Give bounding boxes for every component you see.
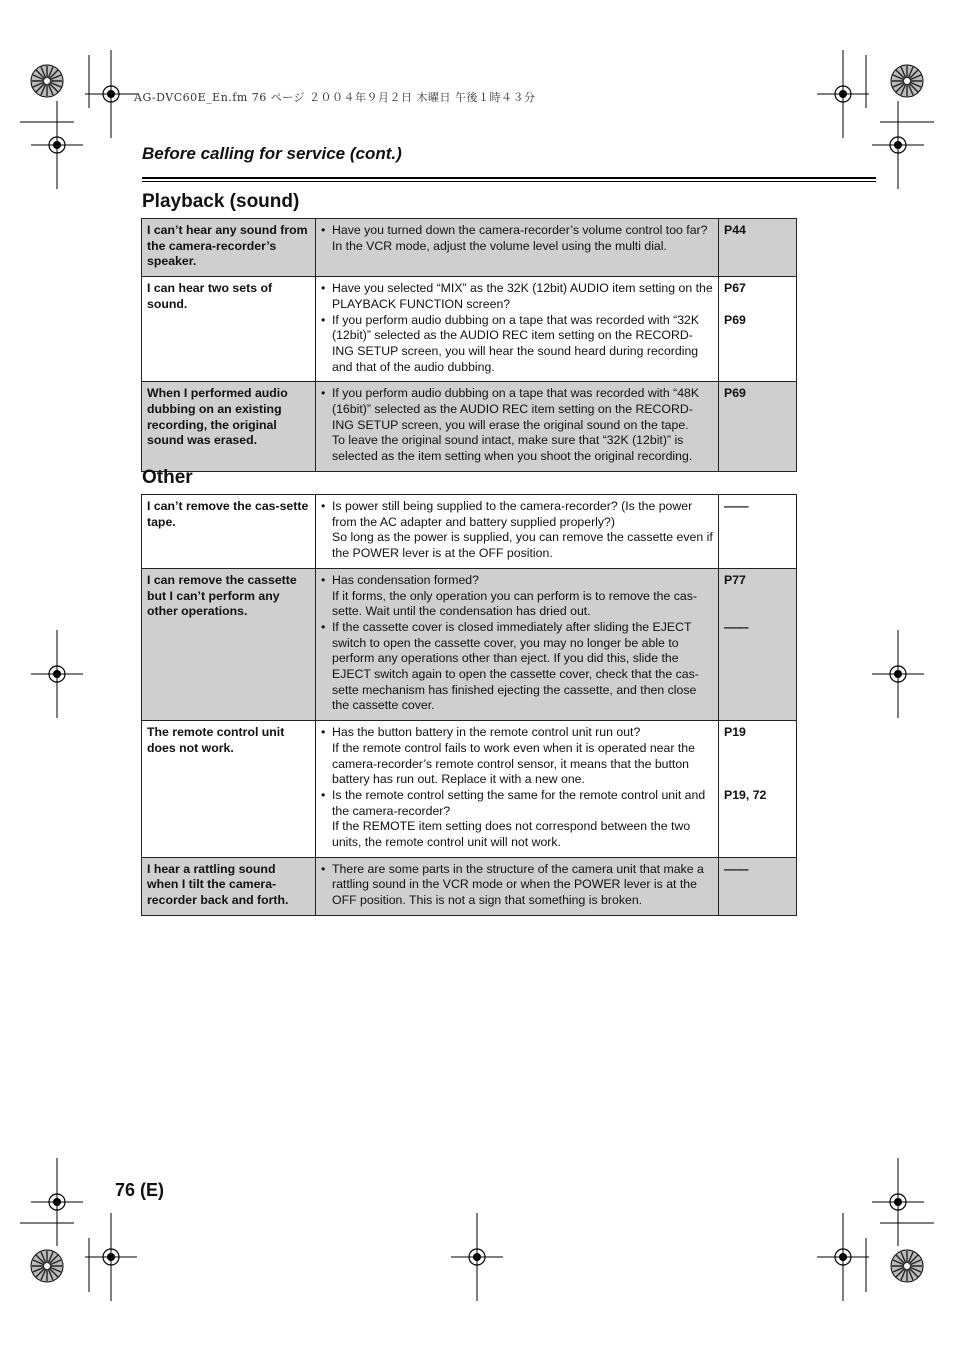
- remedy-cell: [316, 721, 719, 858]
- page-ref: P19: [724, 725, 746, 740]
- remedy-item: • Has condensation formed? If it forms, the only operation you can perform is to remove the cas-sette. Wait until the condensation has dried out.: [321, 573, 713, 620]
- remedy-item: • If the cassette cover is closed immediately after sliding the EJECT switch to open the cassette cover, you may no longer be able to perform any operations other than eject. If you did this, slide the EJECT switch again to open the cassette cover, check that the cas-sette mechanism has finished ejecting the cassette, and then close the cassette cover.: [321, 620, 713, 714]
- page-ref: P69: [724, 312, 746, 327]
- page-ref-cell: [719, 495, 797, 569]
- remedy-cell: [316, 495, 719, 569]
- remedy-item: • Is power still being supplied to the camera-recorder? (Is the power from the AC adapter and battery supplied properly?) So long as the power is supplied, you can remove the cassette even if the POWER lever is at the OFF position.: [321, 499, 713, 562]
- table-row: [142, 495, 797, 569]
- remedy-item: • Have you selected “MIX” as the 32K (12bit) AUDIO item setting on the PLAYBACK FUNCTION screen?: [321, 281, 713, 312]
- page-number: 76 (E): [115, 1180, 165, 1200]
- remedy-cell: [316, 857, 719, 915]
- page-ref-cell: [719, 219, 797, 277]
- section-title-playback-sound: Playback (sound): [142, 191, 300, 212]
- remedy-cell: [316, 382, 719, 472]
- page-ref: ——: [724, 499, 749, 513]
- remedy-cell: [316, 219, 719, 277]
- symptom-cell: I can hear two sets of sound.: [142, 277, 316, 382]
- page-ref: ——: [724, 861, 749, 876]
- table-row: [142, 857, 797, 915]
- symptom-cell: I can’t hear any sound from the camera-recorder’s speaker.: [142, 219, 316, 277]
- file-info: AG-DVC60E_En.fm 76 ページ ２００４年９月２日 木曜日 午後１時４３分: [134, 91, 536, 104]
- page-ref-cell: [719, 382, 797, 472]
- symptom-cell: When I performed audio dubbing on an existing recording, the original sound was erased.: [142, 382, 316, 472]
- page-ref: P44: [724, 223, 746, 237]
- table-row: [142, 568, 797, 720]
- remedy-cell: [316, 277, 719, 382]
- page-ref-cell: [719, 277, 797, 382]
- section-title-other: Other: [142, 467, 193, 488]
- page-ref: ——: [724, 619, 749, 634]
- table-row: [142, 277, 797, 382]
- remedy-item: • Have you turned down the camera-recorder’s volume control too far? In the VCR mode, adjust the volume level using the multi dial.: [321, 223, 713, 254]
- table-row: [142, 219, 797, 277]
- page-ref-cell: [719, 857, 797, 915]
- page-ref: P77: [724, 572, 746, 587]
- remedy-item: • There are some parts in the structure of the camera unit that make a rattling sound in the VCR mode or when the POWER lever is at the OFF position. This is not a sign that something is broken.: [321, 862, 713, 909]
- remedy-item: • If you perform audio dubbing on a tape that was recorded with “32K (12bit)” selected as the AUDIO REC item setting on the RECORD-ING SETUP screen, you will hear the sound heard during recording and that of the audio dubbing.: [321, 313, 713, 376]
- page-ref: P67: [724, 281, 746, 296]
- header-rule-thin: [142, 181, 876, 182]
- page-ref: P69: [724, 386, 746, 401]
- remedy-item: • Is the remote control setting the same for the remote control unit and the camera-recorder? If the REMOTE item setting does not correspond between the two units, the remote control unit will not work.: [321, 788, 713, 851]
- symptom-cell: I can’t remove the cas-sette tape.: [142, 495, 316, 569]
- table-row: [142, 382, 797, 472]
- symptom-cell: I can remove the cassette but I can’t perform any other operations.: [142, 568, 316, 720]
- running-title: Before calling for service (cont.): [142, 144, 402, 163]
- header-rule: [142, 177, 876, 179]
- troubleshooting-table-playback: [141, 218, 797, 472]
- remedy-item: • Has the button battery in the remote control unit run out? If the remote control fails to work even when it is operated near the camera-recorder’s remote control sensor, it means that the button battery has run out. Replace it with a new one.: [321, 725, 713, 788]
- table-row: [142, 721, 797, 858]
- page-ref-cell: [719, 568, 797, 720]
- symptom-cell: I hear a rattling sound when I tilt the camera-recorder back and forth.: [142, 857, 316, 915]
- troubleshooting-table-other: [141, 494, 797, 916]
- remedy-cell: [316, 568, 719, 720]
- page-ref: P19, 72: [724, 787, 767, 802]
- remedy-item: • If you perform audio dubbing on a tape that was recorded with “48K (16bit)” selected as the AUDIO REC item setting on the RECORD-ING SETUP screen, you will erase the original sound on the tape. To leave the original sound intact, make sure that “32K (12bit)” is selected as the item setting when you shoot the original recording.: [321, 386, 713, 465]
- symptom-cell: The remote control unit does not work.: [142, 721, 316, 858]
- page-ref-cell: [719, 721, 797, 858]
